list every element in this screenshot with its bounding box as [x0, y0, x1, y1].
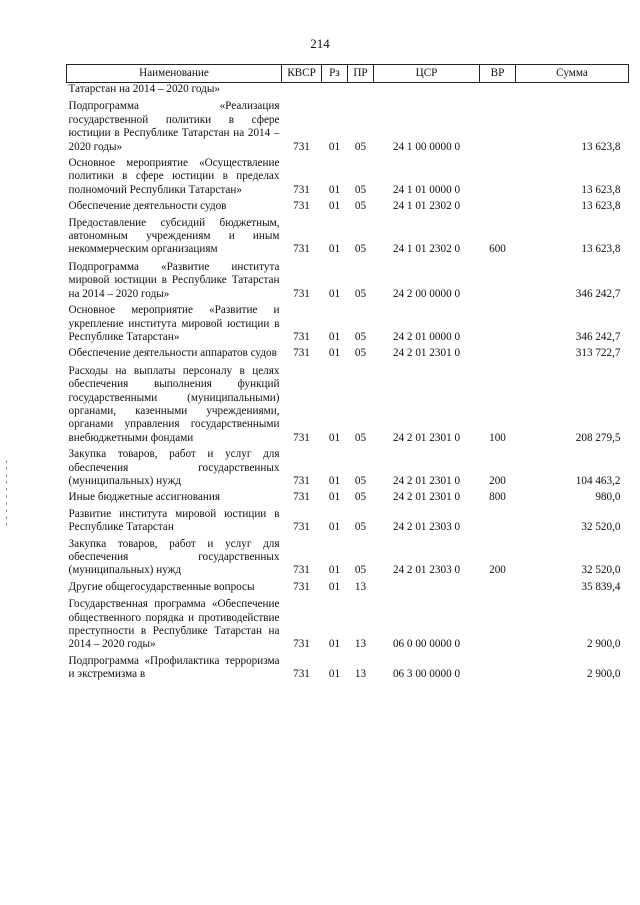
cell-kvsr: 731 [293, 200, 310, 213]
table-body [67, 83, 629, 683]
page-number: 214 [310, 36, 330, 51]
cell-csr: 24 1 01 2302 0 [392, 200, 461, 213]
cell-rz: 01 [328, 491, 341, 504]
cell-vr [480, 506, 516, 536]
cell-pr: 05 [354, 183, 367, 196]
table-row [67, 97, 629, 155]
cell-rz: 01 [328, 200, 341, 213]
cell-csr: 24 2 01 0000 0 [392, 330, 461, 343]
cell-vr [480, 653, 516, 683]
cell-pr: 05 [354, 474, 367, 487]
cell-sum: 13 623,8 [581, 200, 621, 213]
table-row [67, 155, 629, 198]
cell-pr: 05 [354, 347, 367, 360]
cell-kvsr: 731 [293, 140, 310, 153]
cell-name: Татарстан на 2014 – 2020 годы» [68, 83, 220, 95]
cell-rz: 01 [328, 668, 341, 681]
cell-name: Закупка товаров, работ и услуг для обеспечения государственных (муниципальных) нужд [68, 448, 280, 487]
cell-name: Закупка товаров, работ и услуг для обеспечения государственных (муниципальных) нужд [68, 537, 280, 577]
cell-vr: 800 [489, 491, 506, 504]
cell-pr: 13 [354, 638, 367, 651]
cell-pr: 05 [354, 564, 367, 577]
cell-csr: 24 1 01 2302 0 [392, 243, 461, 256]
table-row [67, 446, 629, 489]
column-header-kvsr: КВСР [282, 65, 322, 83]
table-row [67, 595, 629, 653]
cell-vr [480, 198, 516, 214]
cell-vr [480, 97, 516, 155]
cell-rz: 01 [328, 243, 341, 256]
cell-sum [516, 83, 629, 98]
column-header-name: Наименование [67, 65, 282, 83]
cell-kvsr: 731 [293, 491, 310, 504]
cell-csr: 24 2 01 2303 0 [392, 521, 461, 534]
cell-csr [374, 83, 480, 98]
cell-vr [480, 595, 516, 653]
cell-vr [480, 302, 516, 345]
cell-csr: 06 3 00 0000 0 [392, 668, 461, 681]
cell-rz: 01 [328, 580, 341, 593]
cell-vr: 200 [489, 564, 506, 577]
cell-name: Иные бюджетные ассигнования [68, 491, 220, 504]
cell-csr: 24 2 01 2301 0 [392, 474, 461, 487]
cell-sum: 208 279,5 [575, 431, 621, 444]
cell-pr: 13 [354, 668, 367, 681]
cell-kvsr: 731 [293, 347, 310, 360]
cell-kvsr: 731 [293, 183, 310, 196]
cell-kvsr: 731 [293, 287, 310, 300]
cell-csr: 24 2 01 2303 0 [392, 564, 461, 577]
table-row [67, 258, 629, 302]
cell-sum: 13 623,8 [581, 243, 621, 256]
cell-pr [348, 83, 374, 98]
cell-kvsr: 731 [293, 564, 310, 577]
cell-kvsr: 731 [293, 521, 310, 534]
cell-name: Подпрограмма «Развитие института мировой юстиции в Республике Татарстан на 2014 – 2020 годы» [68, 260, 280, 300]
table-row [67, 536, 629, 579]
cell-rz: 01 [328, 521, 341, 534]
cell-vr: 100 [489, 431, 506, 444]
cell-rz: 01 [328, 287, 341, 300]
cell-kvsr [282, 83, 322, 98]
cell-name: Предоставление субсидий бюджетным, автономным учреждениям и иным некоммерческим организациям [68, 216, 280, 256]
cell-sum: 32 520,0 [581, 521, 621, 534]
cell-name: Развитие института мировой юстиции в Республике Татарстан [68, 507, 280, 534]
cell-name: Другие общегосударственные вопросы [68, 580, 255, 593]
cell-kvsr: 731 [293, 431, 310, 444]
table-row [67, 198, 629, 214]
cell-pr: 05 [354, 243, 367, 256]
cell-rz: 01 [328, 140, 341, 153]
cell-csr: 24 1 00 0000 0 [392, 140, 461, 153]
cell-kvsr: 731 [293, 638, 310, 651]
table-row [67, 345, 629, 361]
cell-vr [480, 155, 516, 198]
cell-rz: 01 [328, 431, 341, 444]
cell-name: Подпрограмма «Профилактика терроризма и экстремизма в [68, 654, 280, 681]
cell-vr [480, 579, 516, 595]
cell-name: Обеспечение деятельности аппаратов судов [68, 347, 277, 360]
cell-kvsr: 731 [293, 330, 310, 343]
table-row [67, 302, 629, 345]
cell-csr: 24 2 01 2301 0 [392, 347, 461, 360]
column-header-csr: ЦСР [374, 65, 480, 83]
cell-vr [480, 83, 516, 98]
cell-pr: 05 [354, 431, 367, 444]
cell-pr: 05 [354, 200, 367, 213]
budget-table [66, 64, 629, 683]
cell-sum: 32 520,0 [581, 564, 621, 577]
cell-name: Обеспечение деятельности судов [68, 200, 227, 213]
cell-sum: 313 722,7 [575, 347, 621, 360]
cell-sum: 2 900,0 [586, 668, 621, 681]
cell-csr: 24 2 01 2301 0 [392, 491, 461, 504]
cell-kvsr: 731 [293, 474, 310, 487]
cell-sum: 980,0 [595, 491, 621, 504]
table-row [67, 362, 629, 446]
cell-csr: 24 2 01 2301 0 [392, 431, 461, 444]
cell-pr: 05 [354, 521, 367, 534]
cell-rz [322, 83, 348, 98]
column-header-pr: ПР [348, 65, 374, 83]
table-row [67, 506, 629, 536]
table-row [67, 579, 629, 595]
cell-vr [480, 345, 516, 361]
cell-sum: 2 900,0 [586, 638, 621, 651]
cell-csr: 24 2 00 0000 0 [392, 287, 461, 300]
table-row [67, 653, 629, 683]
cell-name: Государственная программа «Обеспечение общественного порядка и противодействие преступности в Республике Татарстан на 2014 – 2020 годы» [68, 598, 280, 651]
cell-csr: 06 0 00 0000 0 [392, 638, 461, 651]
column-header-vr: ВР [480, 65, 516, 83]
cell-rz: 01 [328, 564, 341, 577]
cell-rz: 01 [328, 330, 341, 343]
cell-kvsr: 731 [293, 580, 310, 593]
cell-csr: 24 1 01 0000 0 [392, 183, 461, 196]
table-row [67, 83, 629, 98]
cell-vr: 600 [489, 243, 506, 256]
cell-rz: 01 [328, 474, 341, 487]
cell-pr: 05 [354, 330, 367, 343]
binding-margin-mark [6, 460, 7, 530]
cell-pr: 05 [354, 491, 367, 504]
cell-rz: 01 [328, 638, 341, 651]
cell-pr: 05 [354, 140, 367, 153]
cell-csr [374, 579, 480, 595]
cell-name: Подпрограмма «Реализация государственной политики в сфере юстиции в Республике Татарстан на 2014 – 2020 годы» [68, 100, 280, 153]
table-header-row [67, 65, 629, 83]
table-row [67, 489, 629, 505]
cell-vr [480, 258, 516, 302]
cell-sum: 346 242,7 [575, 330, 621, 343]
cell-name: Основное мероприятие «Осуществление политики в сфере юстиции в пределах полномочий Республики Татарстан» [68, 157, 280, 196]
cell-sum: 346 242,7 [575, 287, 621, 300]
cell-rz: 01 [328, 183, 341, 196]
cell-name: Расходы на выплаты персоналу в целях обеспечения выполнения функций государственными (муниципальными) органами, казенными учреждениями, органами управления государственными внебюджетными фондами [68, 364, 280, 444]
cell-kvsr: 731 [293, 243, 310, 256]
cell-pr: 13 [354, 580, 367, 593]
table-row [67, 215, 629, 258]
cell-sum: 104 463,2 [575, 474, 621, 487]
cell-sum: 13 623,8 [581, 183, 621, 196]
column-header-rz: Рз [322, 65, 348, 83]
cell-sum: 35 839,4 [581, 580, 621, 593]
cell-kvsr: 731 [293, 668, 310, 681]
column-header-sum: Сумма [516, 65, 629, 83]
cell-pr: 05 [354, 287, 367, 300]
cell-name: Основное мероприятие «Развитие и укрепление института мировой юстиции в Республике Татарстан» [68, 304, 280, 343]
cell-rz: 01 [328, 347, 341, 360]
cell-vr: 200 [489, 474, 506, 487]
cell-sum: 13 623,8 [581, 140, 621, 153]
